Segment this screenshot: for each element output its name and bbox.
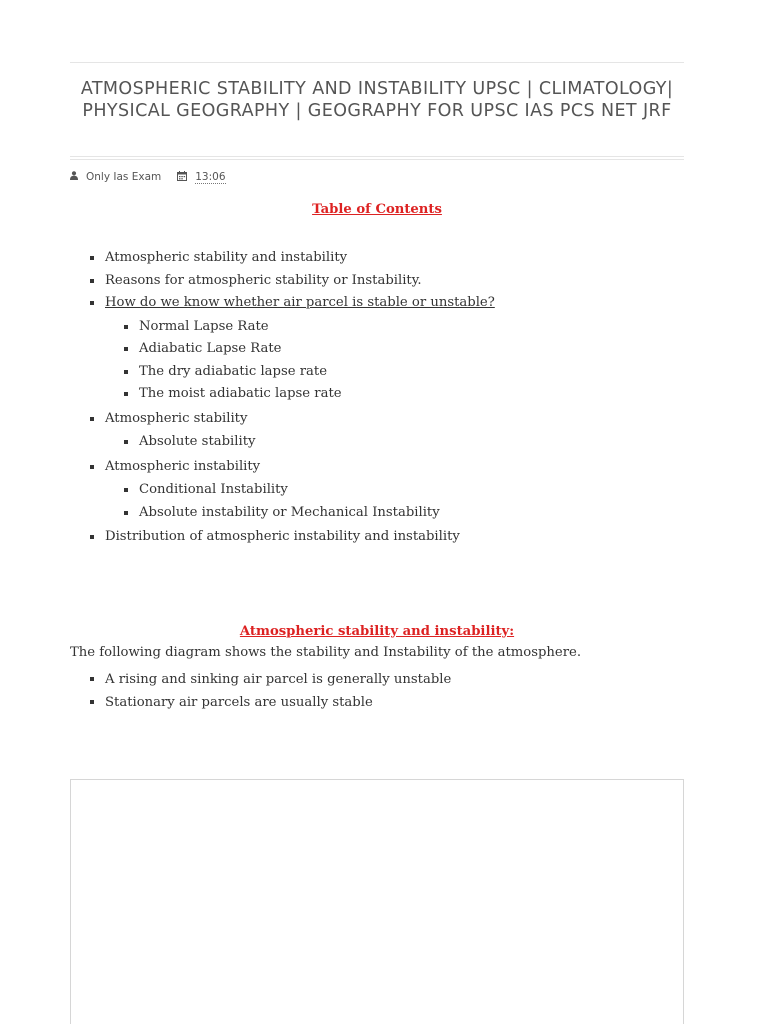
toc-item[interactable]: Atmospheric stability and instability bbox=[105, 247, 495, 270]
diagram-frame bbox=[70, 779, 684, 1024]
toc-subitem[interactable]: Absolute stability bbox=[139, 431, 495, 454]
post-title: ATMOSPHERIC STABILITY AND INSTABILITY UPSC | CLIMATOLOGY| PHYSICAL GEOGRAPHY | GEOGRAPHY FOR UPSC IAS PCS NET JRF bbox=[80, 79, 674, 121]
post-time[interactable]: 13:06 bbox=[195, 170, 226, 183]
section-intro: The following diagram shows the stability and Instability of the atmosphere. bbox=[70, 645, 582, 660]
toc-subitem[interactable]: Absolute instability or Mechanical Instability bbox=[139, 502, 495, 525]
author-name[interactable]: Only Ias Exam bbox=[86, 171, 162, 183]
toc-item[interactable]: Atmospheric instability Conditional Instability Absolute instability or Mechanical Instability bbox=[105, 456, 495, 525]
table-of-contents bbox=[105, 247, 495, 549]
toc-subitem[interactable]: Conditional Instability bbox=[139, 479, 495, 502]
list-item: A rising and sinking air parcel is generally unstable bbox=[105, 668, 451, 691]
toc-item[interactable]: How do we know whether air parcel is stable or unstable? Normal Lapse Rate Adiabatic Lapse Rate The dry adiabatic lapse rate The moist adiabatic lapse rate bbox=[105, 292, 495, 406]
toc-sublist bbox=[105, 431, 495, 454]
section-heading: Atmospheric stability and instability: bbox=[239, 624, 515, 639]
article bbox=[70, 0, 684, 1024]
header-divider-top bbox=[70, 62, 684, 63]
toc-sublist bbox=[105, 479, 495, 524]
calendar-icon bbox=[177, 171, 187, 184]
author-meta[interactable] bbox=[70, 171, 161, 183]
date-meta[interactable] bbox=[177, 171, 225, 184]
toc-item[interactable]: Atmospheric stability Absolute stability bbox=[105, 408, 495, 454]
toc-subitem[interactable]: The moist adiabatic lapse rate bbox=[139, 383, 495, 406]
toc-item[interactable]: Reasons for atmospheric stability or Instability. bbox=[105, 270, 495, 293]
toc-sublist bbox=[105, 316, 495, 406]
toc-item[interactable]: Distribution of atmospheric instability and instability bbox=[105, 526, 495, 549]
toc-subitem[interactable]: Adiabatic Lapse Rate bbox=[139, 338, 495, 361]
user-icon bbox=[70, 171, 78, 183]
header-divider-bottom bbox=[70, 156, 684, 160]
toc-subitem[interactable]: Normal Lapse Rate bbox=[139, 316, 495, 339]
toc-title[interactable]: Table of Contents bbox=[312, 202, 442, 217]
section-points bbox=[105, 668, 451, 714]
toc-subitem[interactable]: The dry adiabatic lapse rate bbox=[139, 361, 495, 384]
post-meta bbox=[70, 170, 226, 184]
list-item: Stationary air parcels are usually stable bbox=[105, 691, 451, 714]
